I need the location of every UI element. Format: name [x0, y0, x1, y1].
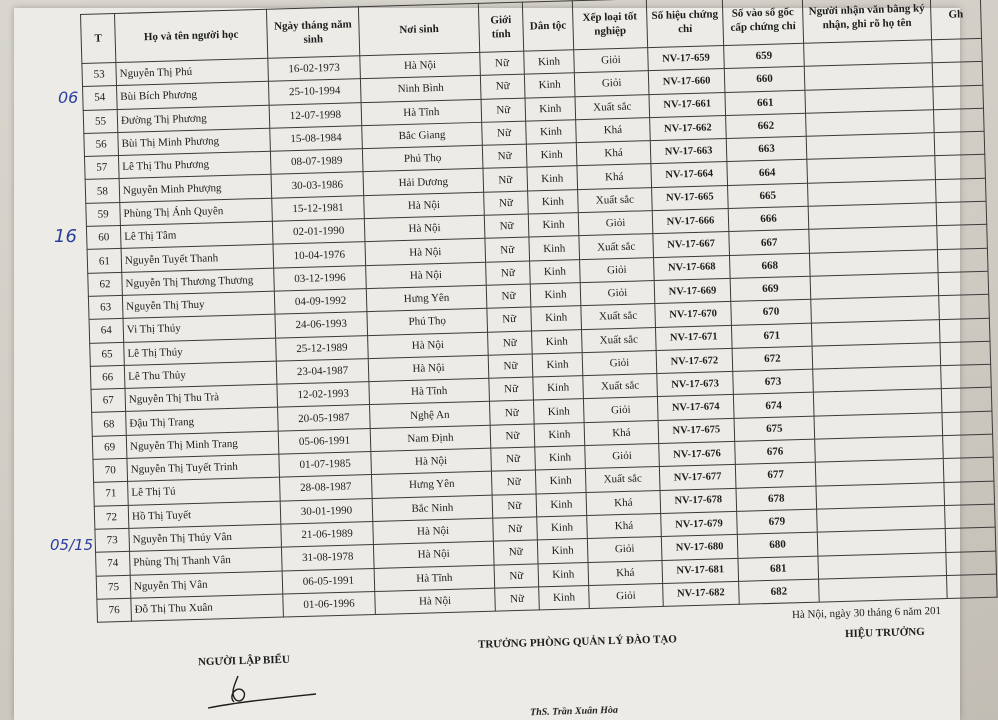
cell-name: Nguyễn Thị Thương Thương: [122, 268, 275, 296]
cell-rank: Giỏi: [580, 257, 655, 282]
cell-rank: Khá: [586, 490, 661, 515]
cell-birthplace: Hải Dương: [363, 169, 484, 196]
cell-gender: Nữ: [488, 331, 533, 356]
cell-cert-no: NV-17-671: [655, 325, 732, 350]
cell-ethnicity: Kinh: [538, 562, 589, 587]
cell-cert-no: NV-17-678: [660, 488, 737, 513]
cell-cert-no: NV-17-661: [649, 92, 726, 117]
cell-dob: 28-08-1987: [280, 475, 373, 501]
cell-stt: 56: [84, 132, 119, 156]
cell-ethnicity: Kinh: [528, 213, 579, 238]
cell-rank: Giỏi: [582, 350, 657, 375]
cell-dob: 20-05-1987: [278, 405, 371, 431]
cell-rank: Xuất sắc: [575, 94, 650, 119]
cell-cert-no: NV-17-679: [661, 511, 738, 536]
cell-dob: 03-12-1996: [274, 265, 367, 291]
cell-stt: 67: [91, 389, 126, 413]
cell-note: [942, 411, 993, 436]
cell-book-no: 666: [728, 206, 809, 232]
cell-book-no: 667: [729, 230, 810, 256]
cell-note: [945, 504, 996, 529]
cell-book-no: 673: [733, 369, 814, 395]
cell-name: Lê Thị Tú: [128, 477, 281, 505]
cell-ethnicity: Kinh: [532, 329, 583, 354]
cell-gender: Nữ: [494, 563, 539, 588]
cell-gender: Nữ: [493, 540, 538, 565]
cell-book-no: 661: [725, 90, 806, 116]
cell-stt: 62: [88, 272, 123, 296]
cell-note: [937, 225, 988, 250]
cell-book-no: 674: [733, 393, 814, 419]
cell-dob: 01-07-1985: [279, 452, 372, 478]
cell-rank: Giỏi: [585, 444, 660, 469]
cell-stt: 71: [94, 482, 129, 506]
cell-note: [945, 527, 996, 552]
cell-gender: Nữ: [489, 377, 534, 402]
cell-gender: Nữ: [484, 214, 529, 239]
cell-rank: Giỏi: [574, 71, 649, 96]
cell-birthplace: Phú Thọ: [367, 309, 488, 336]
cell-rank: Xuất sắc: [583, 374, 658, 399]
cell-gender: Nữ: [483, 168, 528, 193]
cell-stt: 53: [82, 63, 117, 87]
cell-cert-no: NV-17-672: [656, 348, 733, 373]
cell-ethnicity: Kinh: [535, 469, 586, 494]
cell-cert-no: NV-17-662: [650, 115, 727, 140]
cell-dob: 16-02-1973: [268, 56, 361, 82]
cell-birthplace: Hà Nội: [366, 262, 487, 289]
cell-birthplace: Hà Tĩnh: [374, 565, 495, 592]
cell-cert-no: NV-17-681: [662, 558, 739, 583]
header-cert-no: Số hiệu chứng chỉ: [646, 0, 723, 48]
header-rank: Xếp loại tốt nghiệp: [572, 0, 647, 50]
cell-ethnicity: Kinh: [530, 259, 581, 284]
cell-ethnicity: Kinh: [530, 283, 581, 308]
cell-name: Nguyễn Thị Thúy Vân: [129, 524, 282, 552]
cell-name: Nguyễn Thị Vân: [130, 571, 283, 599]
cell-note: [946, 551, 997, 576]
cell-rank: Xuất sắc: [578, 187, 653, 212]
cell-stt: 61: [87, 249, 122, 273]
cell-birthplace: Hà Nội: [365, 239, 486, 266]
header-note: Gh: [930, 0, 981, 40]
cell-book-no: 672: [732, 346, 813, 372]
cell-ethnicity: Kinh: [524, 73, 575, 98]
cell-note: [932, 62, 983, 87]
cell-gender: Nữ: [488, 354, 533, 379]
cell-gender: Nữ: [484, 191, 529, 216]
cell-birthplace: Hà Nội: [368, 332, 489, 359]
handwritten-signature: [208, 672, 318, 712]
handwritten-note-06: 06: [58, 88, 79, 107]
cell-cert-no: NV-17-665: [652, 185, 729, 210]
cell-birthplace: Hà Nội: [371, 448, 492, 475]
cell-rank: Khá: [588, 560, 663, 585]
cell-name: Bùi Thị Minh Phương: [118, 128, 271, 156]
cell-gender: Nữ: [492, 494, 537, 519]
cell-rank: Giỏi: [580, 281, 655, 306]
cell-stt: 76: [97, 598, 132, 622]
cell-stt: 58: [85, 179, 120, 203]
cell-note: [938, 271, 989, 296]
cell-book-no: 679: [737, 509, 818, 535]
signer-name: ThS. Trần Xuân Hòa: [529, 704, 619, 719]
cell-stt: 66: [90, 365, 125, 389]
cell-ethnicity: Kinh: [529, 236, 580, 261]
cell-dob: 02-01-1990: [272, 219, 365, 245]
cell-birthplace: Bắc Giang: [362, 122, 483, 149]
cell-dob: 23-04-1987: [276, 358, 369, 384]
cell-cert-no: NV-17-676: [659, 441, 736, 466]
cell-book-no: 660: [724, 67, 805, 93]
cell-book-no: 682: [739, 579, 820, 605]
cell-name: Đậu Thị Trang: [126, 408, 279, 436]
cell-dob: 24-06-1993: [275, 312, 368, 338]
document-sheet: [80, 0, 998, 623]
cell-stt: 63: [88, 295, 123, 319]
cell-note: [937, 248, 988, 273]
cell-gender: Nữ: [482, 121, 527, 146]
cell-book-no: 671: [731, 323, 812, 349]
cell-gender: Nữ: [487, 307, 532, 332]
cell-ethnicity: Kinh: [537, 515, 588, 540]
cell-gender: Nữ: [493, 517, 538, 542]
cell-name: Lê Thị Tâm: [120, 221, 273, 249]
cell-cert-no: NV-17-666: [652, 209, 729, 234]
cell-rank: Giỏi: [578, 211, 653, 236]
cell-note: [941, 388, 992, 413]
cell-dob: 04-09-1992: [274, 289, 367, 315]
cell-cert-no: NV-17-677: [659, 465, 736, 490]
cell-note: [936, 201, 987, 226]
cell-name: Đỗ Thị Thu Xuân: [131, 594, 284, 622]
cell-name: Lê Thị Thu Phương: [118, 151, 271, 179]
cell-note: [933, 85, 984, 110]
cell-gender: Nữ: [491, 470, 536, 495]
cell-stt: 73: [95, 528, 130, 552]
handwritten-note-16: 16: [54, 226, 77, 247]
cell-birthplace: Ninh Bình: [360, 76, 481, 103]
cell-stt: 69: [92, 435, 127, 459]
cell-name: Nguyễn Thị Thu Trà: [125, 384, 278, 412]
cell-book-no: 669: [730, 276, 811, 302]
cell-ethnicity: Kinh: [527, 166, 578, 191]
cell-note: [943, 434, 994, 459]
cell-name: Nguyễn Thị Minh Trang: [126, 431, 279, 459]
cell-birthplace: Nghệ An: [370, 402, 491, 429]
cell-birthplace: Hưng Yên: [366, 285, 487, 312]
cell-name: Lê Thu Thủy: [124, 361, 277, 389]
cell-gender: Nữ: [481, 98, 526, 123]
cell-ethnicity: Kinh: [539, 585, 590, 610]
cell-dob: 12-02-1993: [277, 382, 370, 408]
cell-birthplace: Hà Nội: [373, 518, 494, 545]
cell-rank: Giỏi: [574, 48, 649, 73]
cell-name: Phùng Thị Thanh Vân: [130, 547, 283, 575]
certificate-roster-table: [80, 0, 998, 623]
cell-cert-no: NV-17-664: [651, 162, 728, 187]
cell-note: [932, 38, 983, 63]
header-dob: Ngày tháng năm sinh: [266, 7, 359, 59]
cell-stt: 57: [84, 156, 119, 180]
cell-ethnicity: Kinh: [534, 422, 585, 447]
cell-note: [941, 364, 992, 389]
cell-rank: Xuất sắc: [581, 304, 656, 329]
cell-name: Phùng Thị Ánh Quyên: [120, 198, 273, 226]
cell-stt: 64: [89, 319, 124, 343]
cell-cert-no: NV-17-675: [658, 418, 735, 443]
cell-book-no: 680: [737, 532, 818, 558]
cell-ethnicity: Kinh: [533, 399, 584, 424]
cell-dob: 15-12-1981: [272, 195, 365, 221]
cell-stt: 55: [83, 109, 118, 133]
header-birthplace: Nơi sinh: [358, 3, 479, 55]
cell-birthplace: Hà Nội: [375, 588, 496, 615]
cell-gender: Nữ: [495, 587, 540, 612]
place-date-line: Hà Nội, ngày 30 tháng 6 năm 201: [791, 604, 942, 622]
cell-birthplace: Nam Định: [370, 425, 491, 452]
cell-gender: Nữ: [480, 74, 525, 99]
cell-note: [940, 341, 991, 366]
cell-name: Nguyễn Tuyết Thanh: [121, 245, 274, 273]
cell-book-no: 681: [738, 556, 819, 582]
cell-book-no: 662: [726, 113, 807, 139]
cell-ethnicity: Kinh: [536, 492, 587, 517]
cell-book-no: 663: [726, 136, 807, 162]
cell-dob: 08-07-1989: [270, 149, 363, 175]
cell-ethnicity: Kinh: [531, 306, 582, 331]
cell-birthplace: Hưng Yên: [371, 472, 492, 499]
header-receiver: Người nhận văn bằng ký nhận, ghi rõ họ tên: [802, 0, 931, 43]
cell-name: Nguyễn Thị Tuyết Trinh: [127, 454, 280, 482]
cell-book-no: 678: [736, 486, 817, 512]
cell-ethnicity: Kinh: [537, 539, 588, 564]
cell-book-no: 675: [734, 416, 815, 442]
cell-book-no: 677: [735, 462, 816, 488]
cell-gender: Nữ: [489, 400, 534, 425]
cell-dob: 30-03-1986: [271, 172, 364, 198]
cell-dob: 15-08-1984: [270, 126, 363, 152]
cell-birthplace: Phú Thọ: [362, 146, 483, 173]
cell-cert-no: NV-17-682: [663, 581, 740, 606]
cell-name: Lê Thị Thúy: [124, 338, 277, 366]
cell-gender: Nữ: [482, 144, 527, 169]
cell-rank: Giỏi: [587, 537, 662, 562]
cell-stt: 72: [94, 505, 129, 529]
handwritten-note-0515: 05/15: [50, 536, 94, 554]
cell-gender: Nữ: [480, 51, 525, 76]
cell-note: [939, 318, 990, 343]
cell-name: Bùi Bích Phương: [117, 82, 270, 110]
cell-note: [935, 178, 986, 203]
cell-dob: 31-08-1978: [281, 545, 374, 571]
cell-rank: Xuất sắc: [585, 467, 660, 492]
cell-ethnicity: Kinh: [535, 446, 586, 471]
cell-cert-no: NV-17-669: [654, 278, 731, 303]
cell-ethnicity: Kinh: [528, 189, 579, 214]
cell-stt: 75: [96, 575, 131, 599]
header-stt: T: [81, 14, 116, 64]
cell-dob: 25-12-1989: [276, 335, 369, 361]
cell-birthplace: Hà Nội: [373, 541, 494, 568]
cell-birthplace: Hà Nội: [360, 52, 481, 79]
training-dept-title: TRƯỞNG PHÒNG QUẢN LÝ ĐÀO TẠO: [477, 633, 678, 651]
cell-cert-no: NV-17-659: [648, 46, 725, 71]
cell-ethnicity: Kinh: [524, 50, 575, 75]
cell-rank: Khá: [584, 420, 659, 445]
cell-book-no: 664: [727, 160, 808, 186]
cell-dob: 21-06-1989: [281, 521, 374, 547]
cell-note: [935, 155, 986, 180]
cell-note: [944, 481, 995, 506]
cell-stt: 59: [86, 202, 121, 226]
cell-birthplace: Bắc Ninh: [372, 495, 493, 522]
header-book-no: Số vào sổ gốc cấp chứng chỉ: [722, 0, 803, 46]
cell-ethnicity: Kinh: [533, 376, 584, 401]
creator-title: NGƯỜI LẬP BIỂU: [197, 653, 291, 669]
cell-rank: Khá: [576, 118, 651, 143]
cell-stt: 68: [92, 412, 127, 436]
cell-rank: Xuất sắc: [579, 234, 654, 259]
cell-rank: Khá: [576, 141, 651, 166]
cell-book-no: 676: [735, 439, 816, 465]
cell-gender: Nữ: [491, 447, 536, 472]
cell-stt: 60: [86, 226, 121, 250]
cell-dob: 25-10-1994: [268, 79, 361, 105]
cell-note: [934, 108, 985, 133]
cell-dob: 05-06-1991: [278, 428, 371, 454]
cell-gender: Nữ: [486, 284, 531, 309]
cell-dob: 06-05-1991: [282, 568, 375, 594]
cell-gender: Nữ: [490, 424, 535, 449]
cell-book-no: 670: [731, 299, 812, 325]
cell-note: [934, 131, 985, 156]
cell-cert-no: NV-17-670: [655, 302, 732, 327]
cell-birthplace: Hà Nội: [364, 215, 485, 242]
cell-ethnicity: Kinh: [525, 96, 576, 121]
cell-rank: Xuất sắc: [581, 327, 656, 352]
cell-receiver: [819, 575, 948, 602]
cell-gender: Nữ: [486, 261, 531, 286]
principal-title: HIỆU TRƯỞNG: [844, 625, 925, 641]
cell-stt: 74: [96, 552, 131, 576]
cell-note: [939, 295, 990, 320]
cell-name: Nguyễn Thị Thuy: [122, 291, 275, 319]
cell-stt: 70: [93, 458, 128, 482]
cell-ethnicity: Kinh: [526, 143, 577, 168]
cell-name: Nguyễn Thị Phú: [116, 58, 269, 86]
cell-dob: 30-01-1990: [280, 498, 373, 524]
cell-cert-no: NV-17-667: [653, 232, 730, 257]
cell-rank: Khá: [577, 164, 652, 189]
cell-rank: Giỏi: [589, 583, 664, 608]
cell-name: Đường Thị Phương: [117, 105, 270, 133]
cell-birthplace: Hà Nội: [364, 192, 485, 219]
cell-name: Hồ Thị Tuyết: [128, 501, 281, 529]
cell-dob: 01-06-1996: [283, 591, 376, 617]
cell-birthplace: Hà Tĩnh: [361, 99, 482, 126]
cell-book-no: 668: [729, 253, 810, 279]
cell-note: [947, 574, 998, 599]
cell-dob: 10-04-1976: [273, 242, 366, 268]
cell-dob: 12-07-1998: [269, 102, 362, 128]
cell-birthplace: Hà Nội: [368, 355, 489, 382]
table-body: [82, 38, 997, 622]
cell-ethnicity: Kinh: [526, 120, 577, 145]
cell-book-no: 659: [724, 43, 805, 69]
cell-cert-no: NV-17-680: [661, 535, 738, 560]
cell-cert-no: NV-17-674: [657, 395, 734, 420]
cell-gender: Nữ: [485, 237, 530, 262]
header-gender: Giới tính: [478, 2, 523, 52]
cell-note: [943, 458, 994, 483]
header-name: Họ và tên người học: [115, 9, 268, 62]
header-ethnicity: Dân tộc: [522, 1, 573, 51]
cell-name: Vi Thị Thúy: [123, 314, 276, 342]
cell-cert-no: NV-17-660: [648, 69, 725, 94]
cell-stt: 65: [90, 342, 125, 366]
cell-name: Nguyễn Minh Phượng: [119, 175, 272, 203]
cell-rank: Giỏi: [583, 397, 658, 422]
cell-rank: Khá: [587, 513, 662, 538]
cell-birthplace: Hà Tĩnh: [369, 378, 490, 405]
cell-ethnicity: Kinh: [532, 352, 583, 377]
cell-book-no: 665: [728, 183, 809, 209]
cell-cert-no: NV-17-673: [657, 372, 734, 397]
cell-cert-no: NV-17-668: [654, 255, 731, 280]
cell-stt: 54: [83, 86, 118, 110]
cell-cert-no: NV-17-663: [650, 139, 727, 164]
